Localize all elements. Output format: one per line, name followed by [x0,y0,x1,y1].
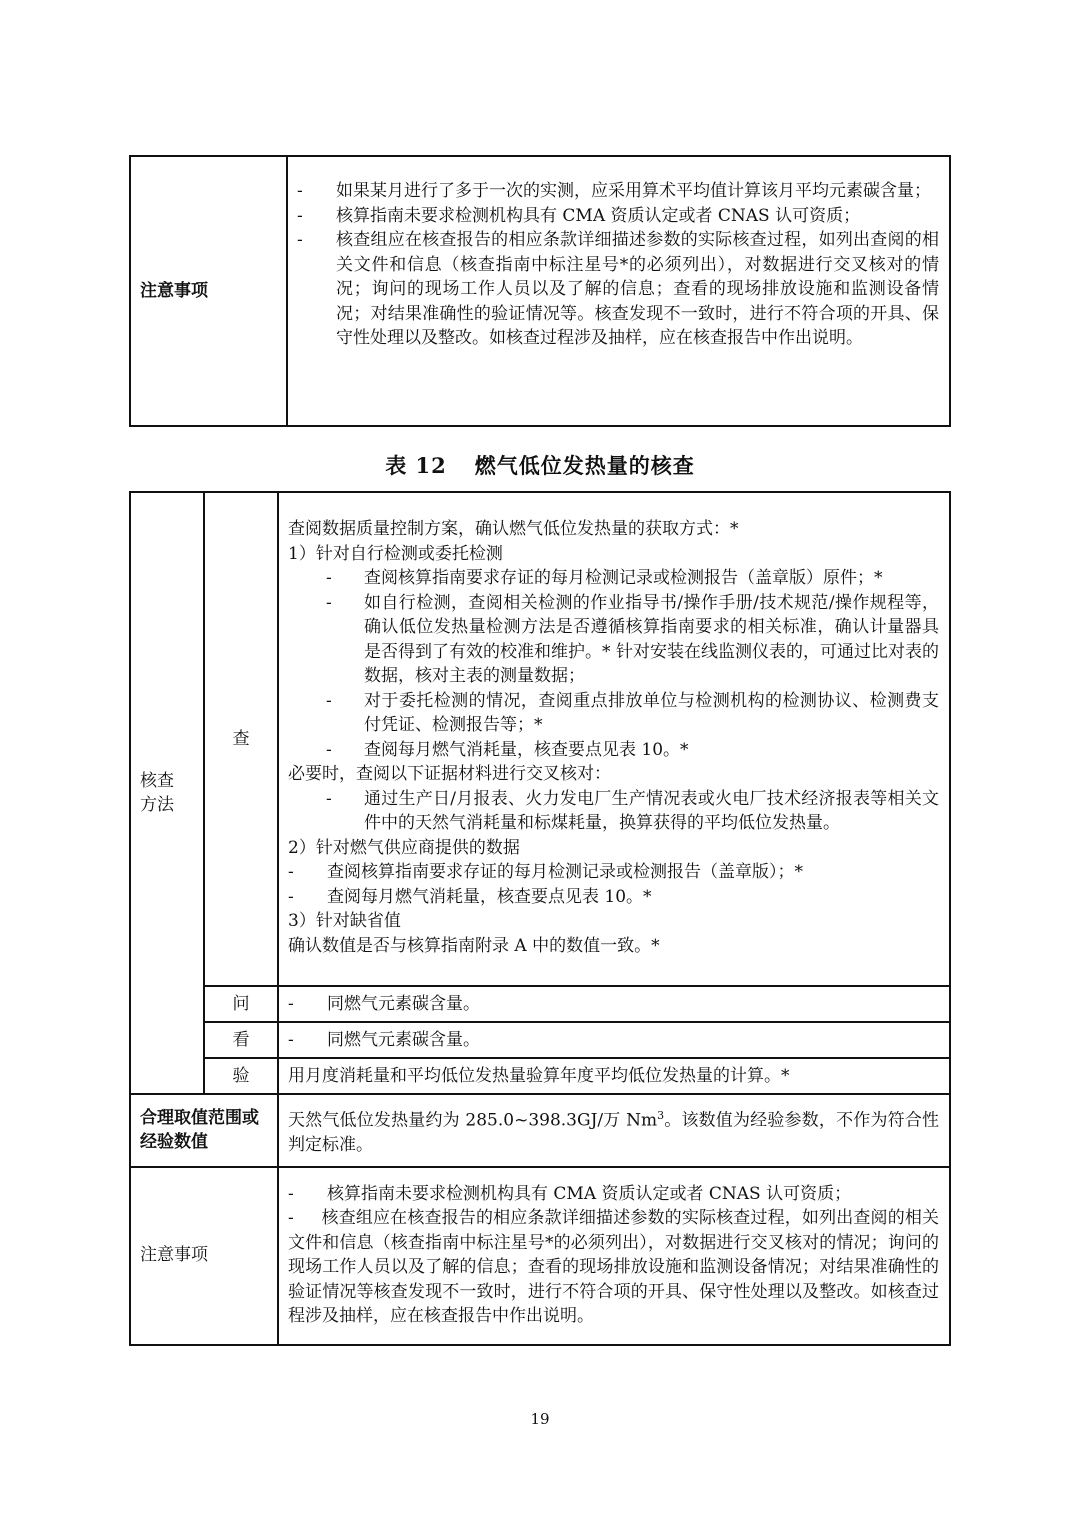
check-content [278,492,950,986]
method-label: 核查方法 [130,492,204,1094]
notes-content [287,156,950,426]
superscript: 3 [657,1109,665,1122]
list-item: - 查阅每月燃气消耗量，核查要点见表 10。* [326,739,689,760]
list-item: - 查阅核算指南要求存证的每月检测记录或检测报告（盖章版）原件；* [326,568,883,588]
list-item: - 同燃气元素碳含量。 [288,994,480,1014]
verify-label: 验 [204,1058,278,1094]
table-caption [0,450,1080,480]
table-number: 表 12 [385,453,447,478]
notes-label: 注意事项 [130,156,287,426]
ask-label: 问 [204,986,278,1022]
list-item: - 通过生产日/月报表、火力发电厂生产情况表或火电厂技术经济报表等相关文件中的天然气消耗量和标煤耗量，换算获得的平均低位发热量。 [326,788,939,833]
list-item: - 查阅核算指南要求存证的每月检测记录或检测报告（盖章版）；* [288,862,803,882]
list-item: - 对于委托检测的情况，查阅重点排放单位与检测机构的检测协议、检测费支付凭证、检测报告等；* [326,690,939,735]
list-item: - 如果某月进行了多于一次的实测，应采用算术平均值计算该月平均元素碳含量； [297,181,931,201]
range-label: 合理取值范围或经验数值 [130,1094,278,1167]
range-content: 天然气低位发热量约为 285.0~398.3GJ/万 Nm$^3$。该数值为经验参数，不作为符合性判定标准。 [278,1094,950,1167]
list-item: - 核查组应在核查报告的相应条款详细描述参数的实际核查过程，如列出查阅的相关文件和信息（核查指南中标注星号*的必须列出），对数据进行交叉核对的情况；询问的现场工作人员以及了解的信息；查看的现场排放设施和监测设备情况；对结果准确性的验证情况等核查发现不一致时，进行不符合项的开具、保守性处理以及整改。如核查过程涉及抽样，应在核查报告中作出说明。 [288,1208,940,1327]
list-item: - 核查组应在核查报告的相应条款详细描述参数的实际核查过程，如列出查阅的相关文件和信息（核查指南中标注星号*的必须列出），对数据进行交叉核对的情况；询问的现场工作人员以及了解的信息；查看的现场排放设施和监测设备情况；对结果准确性的验证情况等。核查发现不一致时，进行不符合项的开具、保守性处理以及整改。如核查过程涉及抽样，应在核查报告中作出说明。 [297,230,939,348]
look-label: 看 [204,1022,278,1058]
notes-label: 注意事项 [130,1167,278,1345]
notes-table-continued [129,155,951,427]
section-title: 2）针对燃气供应商提供的数据 [288,837,520,858]
cross-intro: 必要时，查阅以下证据材料进行交叉核对： [288,764,611,784]
list-item: - 核算指南未要求检测机构具有 CMA 资质认定或者 CNAS 认可资质； [288,1183,852,1204]
section-title: 1）针对自行检测或委托检测 [288,543,503,564]
ask-content [278,986,950,1022]
verify-content: 用月度消耗量和平均低位发热量验算年度平均低位发热量的计算。* [278,1058,950,1094]
look-content [278,1022,950,1058]
list-item: - 同燃气元素碳含量。 [288,1030,480,1050]
list-item: - 如自行检测，查阅相关检测的作业指导书/操作手册/技术规范/操作规程等，确认低位发热量检测方法是否遵循核算指南要求的相关标准，确认计量器具是否得到了有效的校准和维护。* 针对安装在线监测仪表的，可通过比对表的数据，核对主表的测量数据； [326,592,939,686]
check-label: 查 [204,492,278,986]
table-title: 燃气低位发热量的核查 [474,453,695,478]
table-12 [129,491,951,1346]
notes-content [278,1167,950,1345]
page-number: 19 [530,1410,550,1428]
section-text: 确认数值是否与核算指南附录 A 中的数值一致。* [288,935,660,956]
check-intro: 查阅数据质量控制方案，确认燃气低位发热量的获取方式：* [288,519,739,539]
list-item: - 核算指南未要求检测机构具有 CMA 资质认定或者 CNAS 认可资质； [297,205,861,226]
list-item: - 查阅每月燃气消耗量，核查要点见表 10。* [288,886,652,907]
section-title: 3）针对缺省值 [288,911,401,931]
